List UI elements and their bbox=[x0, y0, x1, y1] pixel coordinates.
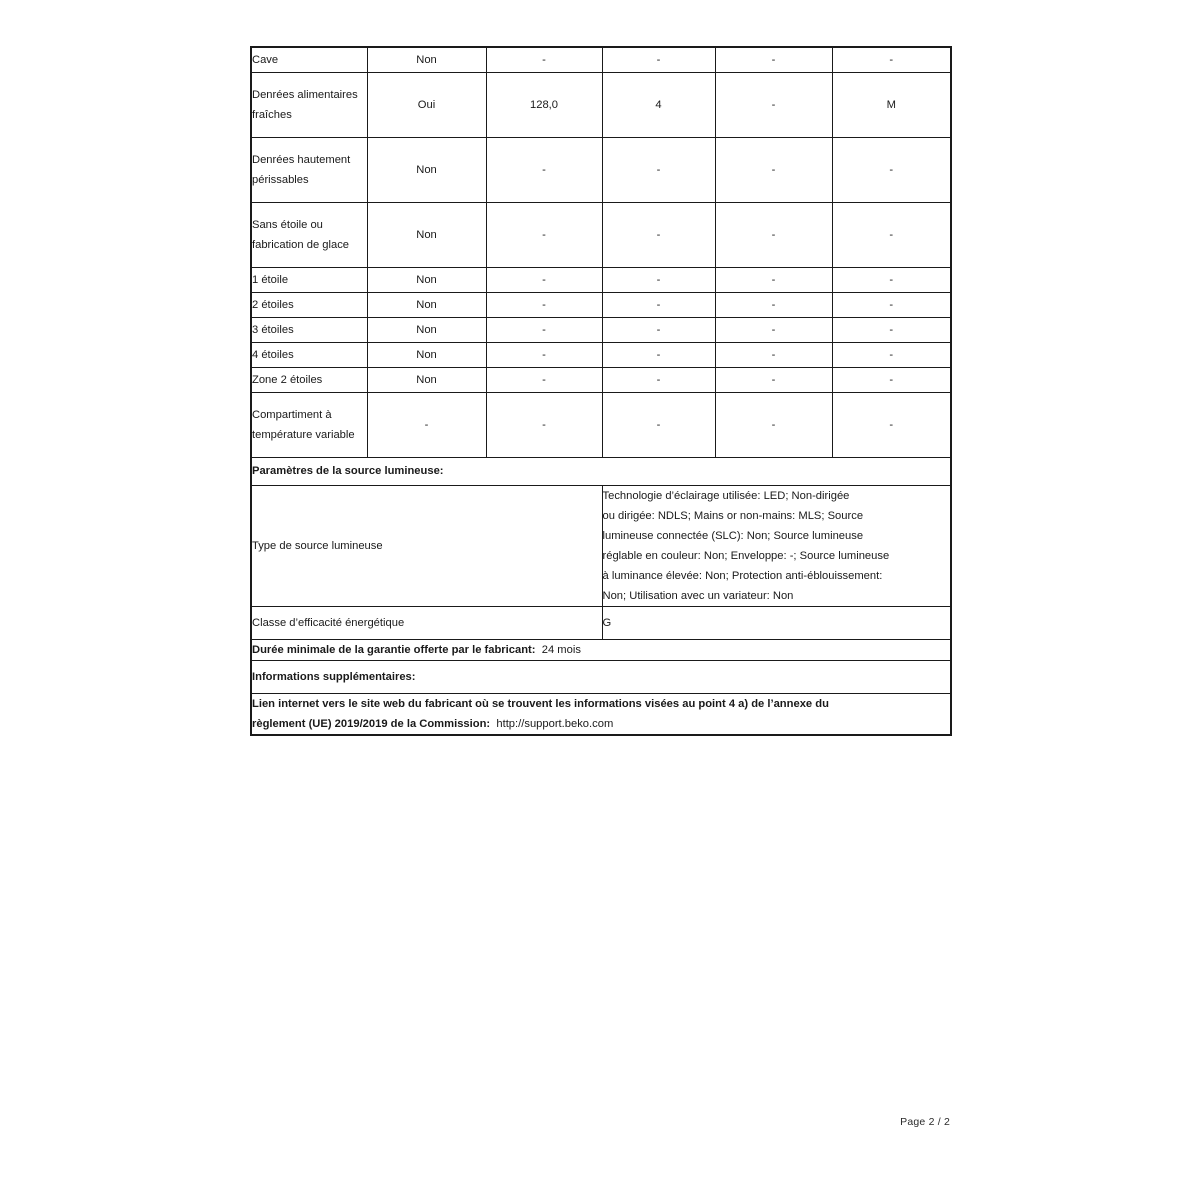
warranty-row bbox=[251, 639, 951, 660]
compartment-temperature: - bbox=[602, 342, 715, 367]
light-source-line: ou dirigée: NDLS; Mains or non-mains: MLS; Source bbox=[602, 509, 864, 522]
compartment-frost-free: - bbox=[715, 47, 832, 72]
compartment-label: 3 étoiles bbox=[251, 317, 367, 342]
table-row bbox=[251, 367, 951, 392]
compartment-temperature: - bbox=[602, 47, 715, 72]
compartment-temperature: - bbox=[602, 202, 715, 267]
table-row bbox=[251, 485, 951, 606]
compartment-frost-free: - bbox=[715, 317, 832, 342]
compartment-volume: - bbox=[486, 342, 602, 367]
compartment-volume: 128,0 bbox=[486, 72, 602, 137]
page-number-footer: Page 2 / 2 bbox=[900, 1116, 950, 1128]
energy-class-value: G bbox=[602, 606, 951, 639]
table-row bbox=[251, 202, 951, 267]
light-source-line: à luminance élevée: Non; Protection anti-éblouissement: bbox=[602, 569, 883, 582]
compartment-present: Oui bbox=[367, 72, 486, 137]
compartment-temperature: - bbox=[602, 367, 715, 392]
compartment-climate: - bbox=[832, 47, 951, 72]
light-source-section-title: Paramètres de la source lumineuse: bbox=[251, 457, 951, 485]
compartment-frost-free: - bbox=[715, 342, 832, 367]
compartment-frost-free: - bbox=[715, 392, 832, 457]
warranty-value: 24 mois bbox=[541, 643, 581, 656]
manufacturer-link-url[interactable]: http://support.beko.com bbox=[496, 717, 614, 730]
compartment-present: Non bbox=[367, 317, 486, 342]
table-row bbox=[251, 317, 951, 342]
compartment-label: 2 étoiles bbox=[251, 292, 367, 317]
table-row bbox=[251, 292, 951, 317]
compartment-climate: M bbox=[832, 72, 951, 137]
table-row bbox=[251, 639, 951, 660]
compartment-label: 4 étoiles bbox=[251, 342, 367, 367]
compartment-present: Non bbox=[367, 137, 486, 202]
compartment-present: Non bbox=[367, 367, 486, 392]
light-source-line: réglable en couleur: Non; Enveloppe: -; Source lumineuse bbox=[602, 549, 890, 562]
compartment-present: Non bbox=[367, 342, 486, 367]
light-source-type-value bbox=[602, 485, 951, 606]
table-row bbox=[251, 606, 951, 639]
compartment-climate: - bbox=[832, 202, 951, 267]
compartment-climate: - bbox=[832, 392, 951, 457]
compartment-frost-free: - bbox=[715, 292, 832, 317]
table-row bbox=[251, 693, 951, 735]
compartment-climate: - bbox=[832, 137, 951, 202]
compartment-present: Non bbox=[367, 267, 486, 292]
light-source-line: Non; Utilisation avec un variateur: Non bbox=[602, 589, 794, 602]
compartment-temperature: 4 bbox=[602, 72, 715, 137]
compartment-frost-free: - bbox=[715, 267, 832, 292]
compartment-frost-free: - bbox=[715, 72, 832, 137]
compartment-climate: - bbox=[832, 317, 951, 342]
table-row bbox=[251, 660, 951, 693]
compartment-label: Denrées hautement périssables bbox=[251, 137, 367, 202]
compartment-temperature: - bbox=[602, 317, 715, 342]
compartment-climate: - bbox=[832, 342, 951, 367]
manufacturer-link-row bbox=[251, 693, 951, 735]
energy-class-label: Classe d’efficacité énergétique bbox=[251, 606, 602, 639]
compartment-volume: - bbox=[486, 392, 602, 457]
compartment-volume: - bbox=[486, 137, 602, 202]
compartment-label: Compartiment à température variable bbox=[251, 392, 367, 457]
compartment-temperature: - bbox=[602, 292, 715, 317]
compartment-frost-free: - bbox=[715, 202, 832, 267]
light-source-line: Technologie d’éclairage utilisée: LED; Non-dirigée bbox=[602, 489, 850, 502]
compartment-climate: - bbox=[832, 267, 951, 292]
compartment-volume: - bbox=[486, 47, 602, 72]
compartment-climate: - bbox=[832, 367, 951, 392]
light-source-type-label: Type de source lumineuse bbox=[251, 485, 602, 606]
compartment-label: Sans étoile ou fabrication de glace bbox=[251, 202, 367, 267]
compartment-present: Non bbox=[367, 47, 486, 72]
compartment-volume: - bbox=[486, 317, 602, 342]
compartment-present: - bbox=[367, 392, 486, 457]
table-row bbox=[251, 392, 951, 457]
compartment-volume: - bbox=[486, 202, 602, 267]
table-row bbox=[251, 72, 951, 137]
table-row bbox=[251, 137, 951, 202]
compartment-label: Cave bbox=[251, 47, 367, 72]
light-source-line: lumineuse connectée (SLC): Non; Source lumineuse bbox=[602, 529, 864, 542]
compartment-present: Non bbox=[367, 292, 486, 317]
table-row bbox=[251, 342, 951, 367]
compartment-temperature: - bbox=[602, 137, 715, 202]
compartment-frost-free: - bbox=[715, 367, 832, 392]
compartment-frost-free: - bbox=[715, 137, 832, 202]
compartment-temperature: - bbox=[602, 392, 715, 457]
compartment-present: Non bbox=[367, 202, 486, 267]
compartment-label: 1 étoile bbox=[251, 267, 367, 292]
compartment-label: Denrées alimentaires fraîches bbox=[251, 72, 367, 137]
table-row bbox=[251, 47, 951, 72]
table-row bbox=[251, 267, 951, 292]
additional-info-label: Informations supplémentaires: bbox=[251, 660, 951, 693]
compartment-label: Zone 2 étoiles bbox=[251, 367, 367, 392]
manufacturer-link-line2: règlement (UE) 2019/2019 de la Commission: bbox=[252, 717, 491, 730]
compartment-volume: - bbox=[486, 292, 602, 317]
manufacturer-link-line1: Lien internet vers le site web du fabricant où se trouvent les informations visées au point 4 a) de l’annexe du bbox=[252, 697, 829, 710]
compartment-climate: - bbox=[832, 292, 951, 317]
compartment-volume: - bbox=[486, 367, 602, 392]
warranty-label: Durée minimale de la garantie offerte par le fabricant: bbox=[252, 643, 536, 656]
compartment-temperature: - bbox=[602, 267, 715, 292]
table-row bbox=[251, 457, 951, 485]
product-specification-table bbox=[250, 46, 952, 736]
compartment-volume: - bbox=[486, 267, 602, 292]
